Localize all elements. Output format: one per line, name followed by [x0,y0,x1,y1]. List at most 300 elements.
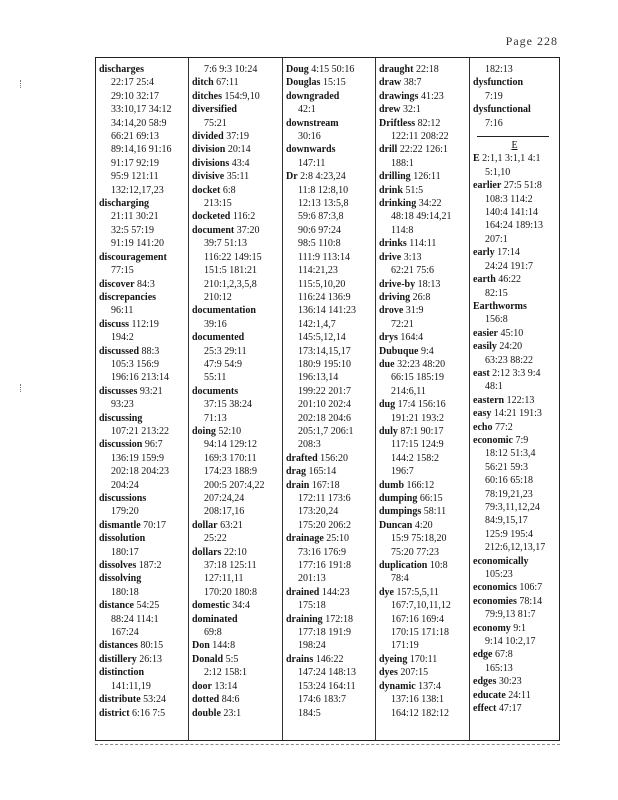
index-term: driving [379,291,411,303]
page-line-refs: 9:1 [513,622,527,634]
page-line-refs: 184:5 [298,707,321,719]
page-line-refs: 25:3 29:11 [204,345,247,357]
page-line-refs: 90:6 97:24 [298,224,342,236]
page-line-refs: 153:24 164:11 [298,680,356,692]
index-term: dumpings [379,506,422,518]
index-entry [379,559,470,572]
index-entry-continuation [286,197,376,210]
index-term: easier [473,327,498,339]
index-entry-continuation [99,76,188,89]
page-line-refs: 77:2 [494,421,513,433]
index-term: drive [379,251,402,263]
index-term: earlier [473,180,502,192]
index-entry-continuation [473,461,562,474]
index-column [96,58,188,740]
index-entry [473,300,562,313]
index-entry-continuation [379,546,470,559]
index-entry [286,532,376,545]
index-entry-continuation [286,291,376,304]
index-term: drag [286,466,306,478]
page-line-refs: 71:13 [204,412,227,424]
page-line-refs: 37:20 [236,224,260,236]
index-entry [192,425,283,438]
index-entry-continuation [99,358,188,371]
index-entry-continuation [99,90,188,103]
index-entry [379,184,470,197]
index-term: docketed [192,211,231,223]
page-line-refs: 200:5 207:4,22 [204,479,265,491]
page-line-refs: 94:14 129:12 [204,439,258,451]
index-entry [286,653,376,666]
index-term: Doug [286,64,309,75]
index-entry-continuation [473,166,562,179]
page-line-refs: 78:4 [391,573,409,585]
index-entry-continuation [473,380,562,393]
index-entry-continuation [192,572,283,585]
index-entry-continuation [473,568,562,581]
page-line-refs: 63:21 [220,519,243,531]
index-term: early [473,247,495,259]
index-entry [99,345,188,358]
page-line-refs: 47:9 54:9 [204,358,243,370]
page-line-refs: 22:22 126:1 [399,144,448,156]
page-line-refs: 26:8 [412,291,431,303]
index-entry-continuation [286,278,376,291]
index-entry [286,586,376,599]
index-term: economy [473,622,511,634]
index-entry [192,184,283,197]
page-line-refs: 122:11 208:22 [391,131,449,143]
index-term: downgraded [286,90,340,102]
page-line-refs: 175:20 206:2 [298,519,352,531]
index-entry-continuation [286,693,376,706]
index-term: discuss [99,318,130,330]
index-entry-continuation [286,130,376,143]
index-entry [192,707,283,720]
page-line-refs: 177:18 191:9 [298,627,352,639]
index-entry-continuation [473,219,562,232]
page-line-refs: 117:15 124:9 [391,439,444,451]
page-line-refs: 20:14 [227,144,251,156]
page-line-refs: 112:19 [131,318,159,330]
index-term: discussed [99,345,140,357]
page-line-refs: 69:8 [204,627,222,639]
index-entry-continuation [286,505,376,518]
page-line-refs: 27:5 51:8 [503,180,542,192]
index-entry [379,345,470,358]
index-term: draw [379,77,402,89]
page-line-refs: 12:13 13:5,8 [298,198,349,210]
page-line-refs: 34:4 [232,600,251,612]
index-entry-continuation [473,193,562,206]
page-line-refs: 7:19 [485,90,503,102]
index-entry-continuation [99,210,188,223]
index-entry-continuation [379,264,470,277]
index-term: drink [379,184,403,196]
index-term: edge [473,649,493,661]
index-entry [192,680,283,693]
page-line-refs: 201:13 [298,573,326,585]
index-entry-continuation [473,206,562,219]
index-entry [99,599,188,612]
index-entry [99,278,188,291]
page-line-refs: 4:20 [414,519,433,531]
index-entry-continuation [286,103,376,116]
page-line-refs: 43:4 [231,157,250,169]
index-entry-continuation [99,117,188,130]
page-line-refs: 4:15 50:16 [311,64,355,75]
page-line-refs: 75:20 77:23 [391,546,440,558]
index-entry [99,438,188,451]
page-line-refs: 37:15 38:24 [204,399,253,411]
index-term: document [192,224,235,236]
page-line-refs: 87:1 90:17 [400,425,444,437]
index-entry-continuation [473,287,562,300]
page-line-refs: 167:16 169:4 [391,613,445,625]
page-line-refs: 7:16 [485,117,503,129]
index-term: downwards [286,144,336,156]
index-term: drain [286,479,310,491]
page-line-refs: 66:15 [419,493,443,504]
index-entry [192,143,283,156]
index-entry-continuation [286,358,376,371]
page-line-refs: 180:17 [111,546,139,558]
index-entry-continuation [379,693,470,706]
index-term: drawings [379,90,419,102]
index-term: easily [473,341,497,353]
page-line-refs: 38:7 [403,77,422,89]
index-term: Driftless [379,117,416,129]
page-line-refs: 78:14 [519,595,543,607]
index-entry [286,613,376,626]
index-entry-continuation [473,117,562,130]
page-line-refs: 144:2 158:2 [391,452,440,464]
index-entry [99,666,188,679]
page-line-refs: 80:15 [140,640,164,652]
page-line-refs: 157:5,5,11 [396,586,439,598]
page-line-refs: 23:1 [223,707,242,719]
index-term: drove [379,305,404,317]
index-entry [473,367,562,380]
page-line-refs: 56:21 59:3 [485,461,529,473]
index-term: dysfunctional [473,104,531,116]
page-line-refs: 194:2 [111,332,134,344]
page-line-refs: 213:15 [204,198,232,210]
index-entry [473,76,562,89]
index-entry-continuation [473,63,562,76]
page-line-refs: 32:23 48:20 [397,358,446,370]
page-line-refs: 39:16 [204,318,227,330]
index-term: district [99,707,130,719]
index-term: ditch [192,77,214,89]
index-entry-continuation [192,278,283,291]
index-entry-continuation [192,626,283,639]
page-line-refs: 10:8 [429,560,448,572]
page-line-refs: 15:9 75:18,20 [391,533,447,545]
page-line-refs: 34:22 [418,198,442,210]
page-line-refs: 169:3 170:11 [204,452,257,464]
index-entry [286,143,376,156]
page-line-refs: 167:24 [111,627,139,639]
page-line-refs: 180:18 [111,586,139,598]
page-line-refs: 156:8 [485,314,508,326]
page-line-refs: 62:21 75:6 [391,265,435,277]
page-line-refs: 188:1 [391,157,414,169]
index-entry-continuation [286,237,376,250]
index-entry-continuation [99,613,188,626]
page-line-refs: 51:5 [405,184,424,196]
index-term: discrepancies [99,291,157,303]
page-line-refs: 45:10 [500,327,524,339]
index-entry [473,555,562,568]
index-term: drive-by [379,278,416,290]
page-line-refs: 73:16 176:9 [298,546,347,558]
index-entry [192,210,283,223]
index-term: drew [379,104,401,116]
page-line-refs: 175:18 [298,600,326,612]
page-line-refs: 35:11 [226,171,250,183]
index-entry-continuation [379,371,470,384]
index-entry [99,197,188,210]
page-line-refs: 141:11,19 [111,680,151,692]
page-line-refs: 22:18 [415,64,439,75]
index-entry-continuation [473,260,562,273]
index-entry-continuation [379,385,470,398]
index-term: dissolves [99,560,137,572]
page-line-refs: 54:25 [136,600,160,612]
page-line-refs: 173:20,24 [298,506,339,518]
page-line-refs: 3:13 [403,251,422,263]
page-line-refs: 172:18 [325,613,353,625]
index-entry-continuation [192,412,283,425]
index-entry-continuation [192,505,283,518]
page-line-refs: 15:15 [322,77,346,89]
page-line-refs: 26:13 [139,653,163,665]
page-line-refs: 60:16 65:18 [485,475,534,487]
index-entry-continuation [192,532,283,545]
index-term: division [192,144,226,156]
page-line-refs: 88:24 114:1 [111,613,159,625]
page-line-refs: 58:11 [423,506,447,518]
index-entry-continuation [99,130,188,143]
page-line-refs: 136:14 141:23 [298,305,357,317]
index-term: diversified [192,104,237,116]
index-entry-continuation [379,157,470,170]
page-line-refs: 151:5 181:21 [204,265,258,277]
index-entry-continuation [286,345,376,358]
index-entry-continuation [379,613,470,626]
page-line-refs: 17:4 156:16 [397,399,446,411]
page-line-refs: 42:1 [298,104,316,116]
index-term: divisive [192,171,225,183]
index-entry [379,505,470,518]
page-line-refs: 84:3 [137,278,155,290]
page-line-refs: 208:3 [298,439,321,451]
index-entry [379,170,470,183]
index-entry-continuation [99,586,188,599]
index-entry-continuation [192,371,283,384]
index-entry-continuation [473,608,562,621]
index-entry-continuation [99,465,188,478]
index-entry-continuation [286,398,376,411]
index-entry [379,197,470,210]
index-entry [99,385,188,398]
page-line-refs: 47:17 [498,703,522,715]
page-line-refs: 114:8 [391,224,414,236]
index-column [375,58,470,740]
index-entry-continuation [379,599,470,612]
index-entry-continuation [192,438,283,451]
index-term: duly [379,425,398,437]
index-entry [192,90,283,103]
index-entry-continuation [379,318,470,331]
page-line-refs: 79:3,11,12,24 [485,502,540,513]
page-line-refs: 165:14 [308,466,337,478]
page-line-refs: 13:14 [214,680,238,692]
index-term: distribute [99,694,141,706]
page-line-refs: 55:11 [204,372,227,384]
index-entry-continuation [286,639,376,652]
index-entry [379,90,470,103]
index-entry [379,76,470,89]
page-line-refs: 18:12 51:3,4 [485,448,536,460]
index-entry [286,117,376,130]
index-term: dynamic [379,680,416,692]
page-line-refs: 164:12 182:12 [391,707,450,719]
page-line-refs: 205:1,7 206:1 [298,425,354,437]
index-term: economies [473,595,517,607]
index-term: due [379,358,395,370]
index-term: dyes [379,667,398,679]
page-line-refs: 66:21 69:13 [111,131,160,143]
page-line-refs: 164:24 189:13 [485,220,544,232]
index-entry-continuation [286,251,376,264]
page-line-refs: 137:4 [418,680,441,692]
index-entry [473,434,562,447]
page-line-refs: 37:19 [226,131,249,143]
page-line-refs: 167:18 [311,479,340,491]
index-entry [379,291,470,304]
index-entry [99,559,188,572]
page-line-refs: 214:6,11 [391,385,426,397]
index-term: Dr [286,171,298,183]
index-entry-continuation [286,707,376,720]
page-line-refs: 207:15 [400,667,429,679]
page-line-refs: 79:9,13 81:7 [485,609,536,621]
index-term: drinking [379,198,417,210]
page-line-refs: 144:8 [212,640,236,652]
index-entry [99,492,188,505]
index-term: dismantle [99,519,141,531]
page-line-refs: 210:12 [204,291,232,303]
index-term: discharging [99,198,150,210]
index-entry-continuation [192,586,283,599]
index-entry [473,246,562,259]
page-line-refs: 202:18 204:23 [111,466,170,478]
page-line-refs: 146:22 [315,653,344,665]
index-term: easy [473,408,492,420]
index-entry [379,680,470,693]
page-line-refs: 7:6 9:3 10:24 [204,64,258,75]
page-line-refs: 125:9 195:4 [485,528,534,540]
page-line-refs: 106:7 [519,582,543,594]
index-term: domestic [192,600,230,612]
index-term: docket [192,184,221,196]
index-entry-continuation [379,452,470,465]
index-term: dyeing [379,653,408,665]
index-term: economically [473,555,529,567]
index-entry [379,479,470,492]
page-line-refs: 165:13 [485,662,513,674]
page-line-refs: 199:22 201:7 [298,385,352,397]
index-term: draining [286,613,323,625]
index-term: discover [99,278,135,290]
page-line-refs: 170:20 180:8 [204,586,258,598]
page-line-refs: 30:16 [298,131,321,143]
page-line-refs: 70:17 [143,519,166,531]
index-entry [473,689,562,702]
index-entry [99,519,188,532]
index-entry-continuation [99,143,188,156]
index-entry-continuation [473,514,562,527]
index-term: drains [286,653,314,665]
page-line-refs: 144:23 [321,586,350,598]
index-entry-continuation [473,635,562,648]
page-line-refs: 132:12,17,23 [111,184,164,196]
index-entry-continuation [192,63,283,76]
index-term: drilling [379,171,411,183]
footer-rule [95,744,560,745]
page-line-refs: 9:14 10:2,17 [485,636,536,648]
page-line-refs: 210:1,2,3,5,8 [204,278,257,290]
page-line-refs: 21:11 30:21 [111,211,159,223]
index-term: dysfunction [473,77,524,89]
index-entry-continuation [286,626,376,639]
index-term: documentation [192,305,256,317]
index-entry-continuation [99,224,188,237]
page-line-refs: 6:16 7:5 [132,707,166,719]
index-entry [99,63,188,76]
index-entry-continuation [473,447,562,460]
page-line-refs: 182:13 [485,64,513,75]
page-line-refs: 177:16 191:8 [298,560,352,572]
page-line-refs: 105:23 [485,569,513,581]
index-entry [99,639,188,652]
index-entry-continuation [379,210,470,223]
index-entry-continuation [379,532,470,545]
index-entry [473,581,562,594]
index-entry-continuation [192,117,283,130]
index-entry-continuation [99,398,188,411]
index-entry [192,639,283,652]
index-entry [286,452,376,465]
index-column [282,58,376,740]
page-line-refs: 115:5,10,20 [298,278,346,290]
page-line-refs: 207:24,24 [204,493,245,504]
page-line-refs: 2:12 3:3 9:4 [492,367,541,379]
index-entry-continuation [286,666,376,679]
page-line-refs: 59:6 87:3,8 [298,211,344,223]
index-entry [99,291,188,304]
page-line-refs: 212:6,12,13,17 [485,542,546,554]
index-entry [379,143,470,156]
index-entry [379,237,470,250]
index-entry [192,599,283,612]
index-entry [379,358,470,371]
page-line-refs: 172:11 173:6 [298,493,351,504]
page-line-refs: 66:15 185:19 [391,372,445,384]
index-entry-continuation [473,233,562,246]
